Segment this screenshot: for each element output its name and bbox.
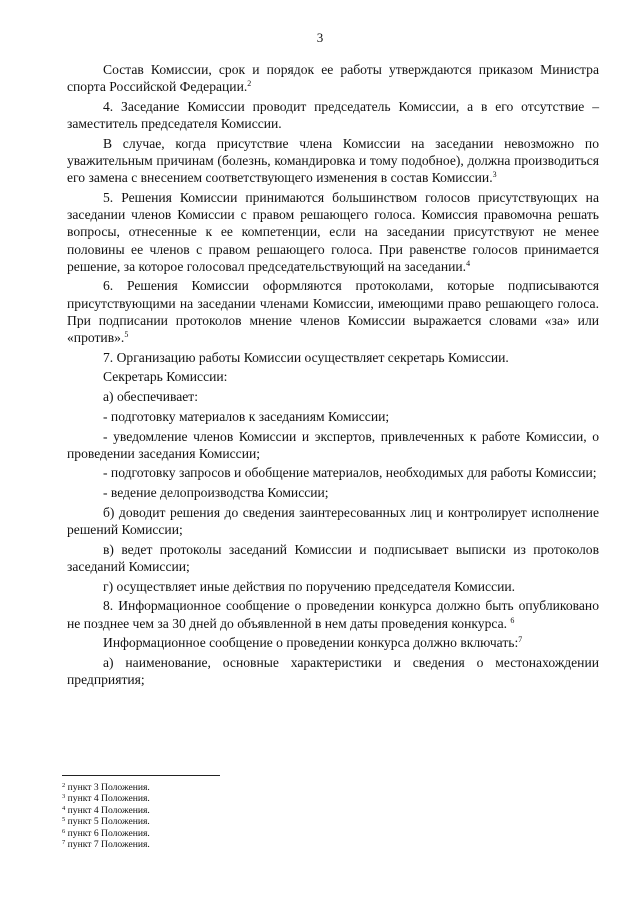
paragraph-item-8: 8. Информационное сообщение о проведении конкурса должно быть опубликовано не позднее чем за 30 дней до объявленной в нем даты проведения конкурса. $^6$ [67, 598, 599, 631]
footnote: $^7$ пункт 7 Положения. [62, 839, 150, 851]
list-subitem: - ведение делопроизводства Комиссии; [103, 485, 329, 501]
paragraph-item-6: 6. Решения Комиссии оформляются протоколами, которые подписываются присутствующими на заседании членами Комиссии, имеющими право решающего голоса. При подписании протоколов мнение членов Комиссии выражается словами «за» или «против».$^5$ [67, 278, 599, 346]
footnote-ref: 4 [466, 258, 471, 268]
footnote: $^5$ пункт 5 Положения. [62, 816, 150, 828]
list-item-a-enterprise: а) наименование, основные характеристики и сведения о местонахождении предприятия; [67, 655, 599, 688]
footnote-ref: 5 [124, 330, 129, 340]
paragraph-announcement: Информационное сообщение о проведении конкурса должно включать:$^7$ [103, 635, 523, 651]
footnote-ref: 2 [247, 79, 252, 89]
paragraph-composition: Состав Комиссии, срок и порядок ее работы утверждаются приказом Министра спорта Российской Федерации.$^2$ [67, 62, 599, 95]
paragraph-replacement: В случае, когда присутствие члена Комиссии на заседании невозможно по уважительным причинам (болезнь, командировка и тому подобное), должна производиться его замена с внесением соответствующего изменения в состав Комиссии.$^3$ [67, 135, 599, 186]
footnotes [62, 782, 150, 850]
footnote-ref: 3 [492, 170, 497, 180]
list-subitem: - подготовку материалов к заседаниям Комиссии; [103, 408, 390, 424]
footnote-divider [62, 775, 220, 776]
list-item-v: в) ведет протоколы заседаний Комиссии и подписывает выписки из протоколов заседаний Комиссии; [67, 541, 599, 574]
page-number: 3 [316, 30, 324, 45]
paragraph-secretary: Секретарь Комиссии: [103, 369, 228, 385]
footnote: $^6$ пункт 6 Положения. [62, 827, 150, 839]
footnote-ref: 7 [518, 635, 523, 645]
paragraph-item-7: 7. Организацию работы Комиссии осуществляет секретарь Комиссии. [103, 349, 509, 365]
footnote: $^2$ пункт 3 Положения. [62, 782, 150, 793]
list-item-b: б) доводит решения до сведения заинтересованных лиц и контролирует исполнение решений Комиссии; [67, 504, 599, 538]
document-body [67, 61, 599, 691]
footnote: $^4$ пункт 4 Положения. [62, 804, 150, 816]
list-item-g: г) осуществляет иные действия по поручению председателя Комиссии. [103, 578, 516, 594]
footnote-ref: 6 [510, 615, 515, 625]
paragraph-item-4: 4. Заседание Комиссии проводит председатель Комиссии, а в его отсутствие – заместитель председателя Комиссии. [67, 98, 599, 132]
footnote: $^3$ пункт 4 Положения. [62, 793, 150, 805]
list-subitem: - подготовку запросов и обобщение материалов, необходимых для работы Комиссии; [103, 465, 597, 481]
list-item-a: а) обеспечивает: [103, 389, 199, 405]
paragraph-item-5: 5. Решения Комиссии принимаются большинством голосов присутствующих на заседании членов Комиссии с правом решающего голоса. Комиссия правомочна решать вопросы, отнесенные к ее компетенции, если на заседании присутствуют не менее половины ее членов с правом решающего голоса. При равенстве голосов принимается решение, за которое голосовал председательствующий на заседании.$^4$ [67, 189, 599, 274]
list-subitem: - уведомление членов Комиссии и экспертов, привлеченных к работе Комиссии, о проведении заседания Комиссии; [67, 428, 599, 461]
